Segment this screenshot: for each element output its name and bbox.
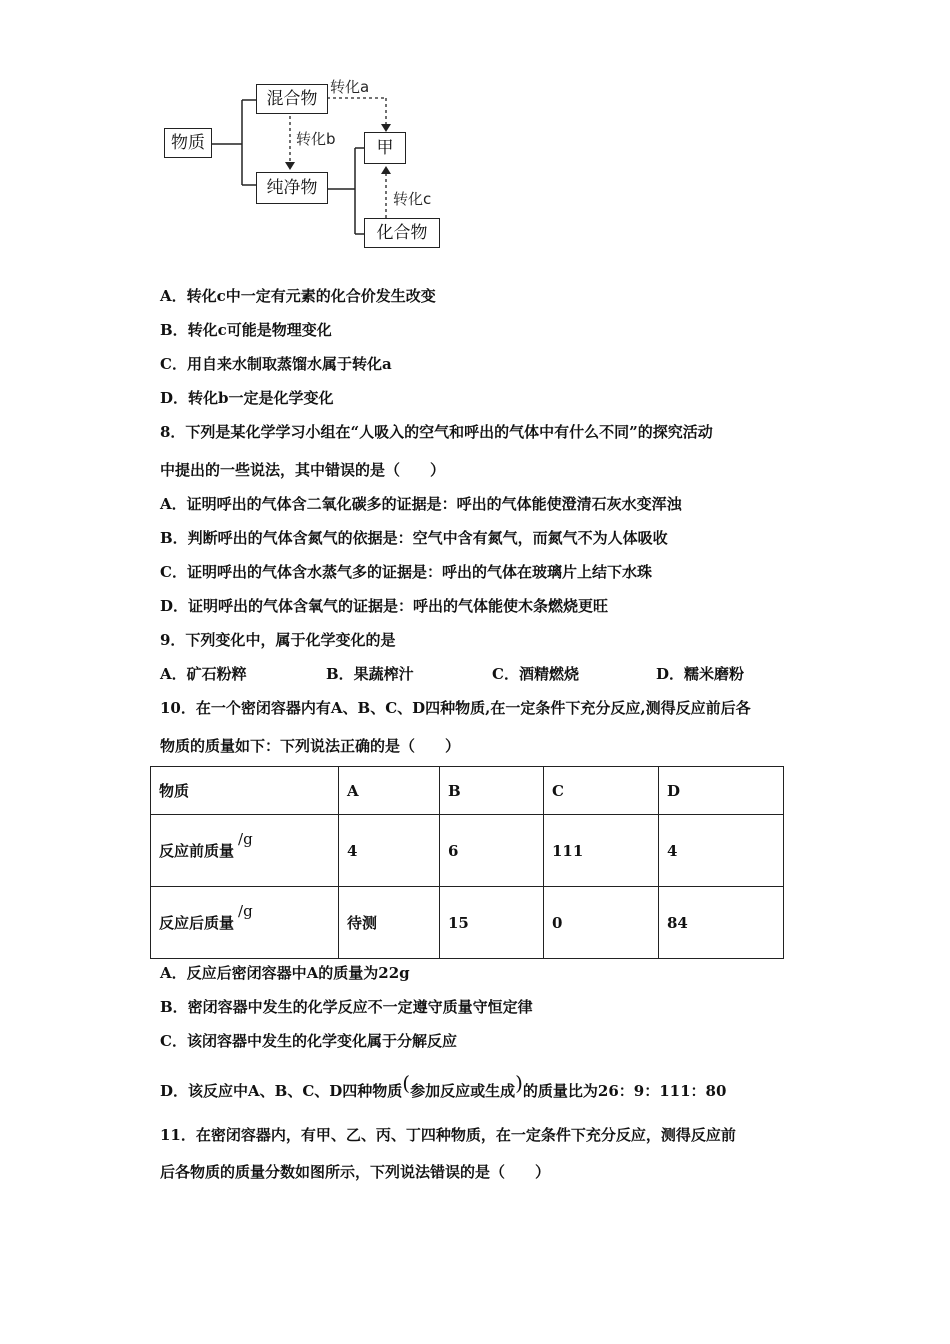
header-cell-substance: 物质 xyxy=(151,767,339,815)
q8-option-b: B．判断呼出的气体含氮气的依据是：空气中含有氮气，而氮气不为人体吸收 xyxy=(160,529,668,547)
table-row xyxy=(151,887,784,959)
q10-stem-line2: 物质的质量如下：下列说法正确的是（ ） xyxy=(160,737,461,755)
q8-option-d: D．证明呼出的气体含氧气的证据是：呼出的气体能使木条燃烧更旺 xyxy=(160,597,609,615)
table-cell: 0 xyxy=(544,887,659,959)
row-label-before xyxy=(151,815,339,887)
table-cell: 4 xyxy=(659,815,784,887)
label-conversion-a: 转化a xyxy=(330,78,370,96)
table-cell: 6 xyxy=(440,815,544,887)
node-compound: 化合物 xyxy=(364,218,440,248)
label-conversion-c: 转化c xyxy=(393,190,432,208)
q7-option-b: B．转化c可能是物理变化 xyxy=(160,321,332,339)
unit-grams: /g xyxy=(238,830,253,848)
q10-option-a: A．反应后密闭容器中A的质量为22g xyxy=(160,964,410,982)
label-conversion-b: 转化b xyxy=(296,130,336,148)
q8-option-c: C．证明呼出的气体含水蒸气多的证据是：呼出的气体在玻璃片上结下水珠 xyxy=(160,563,652,581)
q10-option-d xyxy=(160,1071,727,1101)
q11-stem-line1: 11．在密闭容器内，有甲、乙、丙、丁四种物质，在一定条件下充分反应，测得反应前 xyxy=(160,1126,736,1144)
q8-stem-line1: 8．下列是某化学学习小组在“人吸入的空气和呼出的气体中有什么不同”的探究活动 xyxy=(160,423,713,441)
table-header-row xyxy=(151,767,784,815)
node-pure-substance: 纯净物 xyxy=(256,172,328,204)
q10-option-d-prefix: D．该反应中A、B、C、D四种物质 xyxy=(160,1082,403,1100)
unit-grams: /g xyxy=(238,902,253,920)
table-cell: 111 xyxy=(544,815,659,887)
table-cell: 4 xyxy=(339,815,440,887)
table-cell: 待测 xyxy=(339,887,440,959)
q7-option-d: D．转化b一定是化学变化 xyxy=(160,389,334,407)
row-label-after-text: 反应后质量 xyxy=(159,914,235,932)
q7-option-c: C．用自来水制取蒸馏水属于转化a xyxy=(160,355,392,373)
row-label-before-text: 反应前质量 xyxy=(159,842,235,860)
header-cell-a: A xyxy=(339,767,440,815)
q8-stem-line2: 中提出的一些说法，其中错误的是（ ） xyxy=(160,461,446,479)
q9-option-d: D．糯米磨粉 xyxy=(656,665,745,683)
q11-stem-line2: 后各物质的质量分数如图所示，下列说法错误的是（ ） xyxy=(160,1163,551,1181)
q9-option-a: A．矿石粉粹 xyxy=(160,665,247,683)
classification-diagram xyxy=(150,70,470,255)
row-label-after xyxy=(151,887,339,959)
q9-option-c: C．酒精燃烧 xyxy=(492,665,579,683)
header-cell-d: D xyxy=(659,767,784,815)
paren-close: ) xyxy=(515,1071,523,1095)
node-substance: 物质 xyxy=(164,128,212,158)
q10-option-d-suffix: 的质量比为26：9：111：80 xyxy=(522,1082,727,1100)
q7-option-a: A．转化c中一定有元素的化合价发生改变 xyxy=(160,287,436,305)
paren-open: ( xyxy=(402,1071,411,1095)
q10-stem-line1: 10．在一个密闭容器内有A、B、C、D四种物质,在一定条件下充分反应,测得反应前后各 xyxy=(160,699,751,717)
table-row xyxy=(151,815,784,887)
header-cell-c: C xyxy=(544,767,659,815)
table-cell: 15 xyxy=(440,887,544,959)
q9-stem: 9．下列变化中，属于化学变化的是 xyxy=(160,631,396,649)
table-cell: 84 xyxy=(659,887,784,959)
node-target: 甲 xyxy=(364,132,406,164)
node-mixture: 混合物 xyxy=(256,84,328,114)
q10-option-d-middle: 参加反应或生成 xyxy=(410,1082,516,1100)
q10-option-b: B．密闭容器中发生的化学反应不一定遵守质量守恒定律 xyxy=(160,998,533,1016)
mass-table xyxy=(150,766,784,959)
q10-option-c: C．该闭容器中发生的化学变化属于分解反应 xyxy=(160,1032,457,1050)
q9-option-b: B．果蔬榨汁 xyxy=(326,665,414,683)
q8-option-a: A．证明呼出的气体含二氧化碳多的证据是：呼出的气体能使澄清石灰水变浑浊 xyxy=(160,495,682,513)
header-cell-b: B xyxy=(440,767,544,815)
